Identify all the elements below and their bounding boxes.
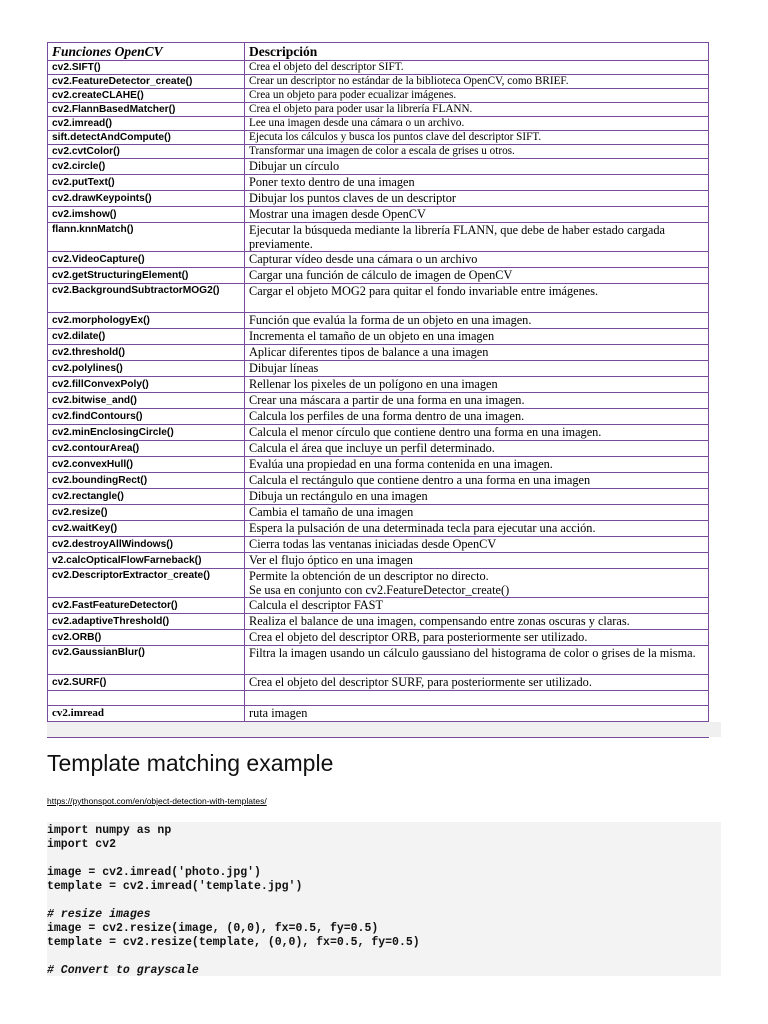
description-cell: Cierra todas las ventanas iniciadas desde OpenCV [245, 537, 709, 553]
table-row [48, 505, 709, 521]
function-cell: cv2.waitKey() [48, 521, 245, 537]
table-row [48, 409, 709, 425]
function-cell: flann.knnMatch() [48, 223, 245, 252]
description-cell: Calcula los perfiles de una forma dentro de una imagen. [245, 409, 709, 425]
table-row [48, 473, 709, 489]
table-row [48, 329, 709, 345]
description-cell: Filtra la imagen usando un cálculo gaussiano del histograma de color o grises de la misma. [245, 646, 709, 675]
description-cell: Poner texto dentro de una imagen [245, 175, 709, 191]
function-cell: cv2.destroyAllWindows() [48, 537, 245, 553]
function-cell: sift.detectAndCompute() [48, 131, 245, 145]
table-row [48, 284, 709, 313]
description-cell: Realiza el balance de una imagen, compensando entre zonas oscuras y claras. [245, 614, 709, 630]
description-cell: Crea un objeto para poder ecualizar imágenes. [245, 89, 709, 103]
table-row [48, 489, 709, 505]
table-row [48, 457, 709, 473]
function-cell: cv2.FlannBasedMatcher() [48, 103, 245, 117]
function-cell: cv2.SIFT() [48, 61, 245, 75]
code-comment: # Convert to grayscale [47, 964, 199, 976]
description-cell: Espera la pulsación de una determinada tecla para ejecutar una acción. [245, 521, 709, 537]
function-cell: cv2.findContours() [48, 409, 245, 425]
description-cell: Dibuja un rectángulo en una imagen [245, 489, 709, 505]
table-row [48, 252, 709, 268]
description-cell: Incrementa el tamaño de un objeto en una imagen [245, 329, 709, 345]
description-cell: Dibujar los puntos claves de un descriptor [245, 191, 709, 207]
source-link[interactable]: https://pythonspot.com/en/object-detection-with-templates/ [47, 796, 267, 806]
function-cell: cv2.FeatureDetector_create() [48, 75, 245, 89]
table-row [48, 425, 709, 441]
description-cell: Calcula el menor círculo que contiene dentro una forma en una imagen. [245, 425, 709, 441]
function-cell: cv2.threshold() [48, 345, 245, 361]
function-cell: cv2.ORB() [48, 630, 245, 646]
description-cell: Dibujar un círculo [245, 159, 709, 175]
table-row [48, 313, 709, 329]
description-line: Se usa en conjunto con cv2.FeatureDetector_create() [249, 583, 510, 597]
table-row [48, 345, 709, 361]
description-cell: Dibujar líneas [245, 361, 709, 377]
description-cell: Crea el objeto del descriptor SIFT. [245, 61, 709, 75]
function-cell: cv2.putText() [48, 175, 245, 191]
code-line: template = cv2.imread('template.jpg') [47, 880, 303, 893]
opencv-functions-table [47, 42, 709, 738]
table-row [48, 569, 709, 598]
description-cell: Calcula el área que incluye un perfil determinado. [245, 441, 709, 457]
description-cell: ruta imagen [245, 706, 709, 722]
function-cell: cv2.FastFeatureDetector() [48, 598, 245, 614]
function-cell: cv2.cvtColor() [48, 145, 245, 159]
function-cell: cv2.imread [48, 706, 245, 722]
empty-cell [245, 691, 709, 706]
function-cell: cv2.rectangle() [48, 489, 245, 505]
table-row [48, 268, 709, 284]
function-cell: cv2.SURF() [48, 675, 245, 691]
description-cell: Calcula el descriptor FAST [245, 598, 709, 614]
description-cell: Evalúa una propiedad en una forma contenida en una imagen. [245, 457, 709, 473]
function-cell: cv2.minEnclosingCircle() [48, 425, 245, 441]
table-row [48, 175, 709, 191]
description-cell: Cargar una función de cálculo de imagen de OpenCV [245, 268, 709, 284]
table-row [48, 441, 709, 457]
description-cell: Rellenar los pixeles de un polígono en una imagen [245, 377, 709, 393]
table-row [48, 75, 709, 89]
description-cell: Transformar una imagen de color a escala de grises u otros. [245, 145, 709, 159]
table-header-row [48, 43, 709, 61]
function-cell: cv2.BackgroundSubtractorMOG2() [48, 284, 245, 313]
function-cell: cv2.getStructuringElement() [48, 268, 245, 284]
description-cell: Capturar vídeo desde una cámara o un archivo [245, 252, 709, 268]
table-row [48, 117, 709, 131]
description-cell: Crear un descriptor no estándar de la biblioteca OpenCV, como BRIEF. [245, 75, 709, 89]
table-row [48, 598, 709, 614]
function-cell: cv2.fillConvexPoly() [48, 377, 245, 393]
table-row [48, 159, 709, 175]
code-block [47, 822, 721, 976]
description-cell: Función que evalúa la forma de un objeto en una imagen. [245, 313, 709, 329]
code-line: image = cv2.resize(image, (0,0), fx=0.5, fy=0.5) [47, 922, 379, 935]
code-line: import numpy as np [47, 824, 172, 837]
table-row [48, 191, 709, 207]
description-cell: Lee una imagen desde una cámara o un archivo. [245, 117, 709, 131]
table-row [48, 207, 709, 223]
table-row [48, 553, 709, 569]
code-line: template = cv2.resize(template, (0,0), fx=0.5, fy=0.5) [47, 936, 420, 949]
description-cell: Crea el objeto para poder usar la librería FLANN. [245, 103, 709, 117]
table-row [48, 393, 709, 409]
description-cell: Mostrar una imagen desde OpenCV [245, 207, 709, 223]
description-cell: Crea el objeto del descriptor ORB, para posteriormente ser utilizado. [245, 630, 709, 646]
section-title: Template matching example [47, 750, 334, 776]
empty-cell [48, 691, 245, 706]
description-cell: Ver el flujo óptico en una imagen [245, 553, 709, 569]
table-row [48, 675, 709, 691]
header-functions: Funciones OpenCV [48, 43, 245, 61]
description-cell: Ejecutar la búsqueda mediante la librería FLANN, que debe de haber estado cargada previamente. [245, 223, 709, 252]
code-comment: # resize images [47, 908, 151, 921]
function-cell: cv2.drawKeypoints() [48, 191, 245, 207]
table-row [48, 145, 709, 159]
function-cell: cv2.polylines() [48, 361, 245, 377]
table-row [48, 537, 709, 553]
description-cell: Cambia el tamaño de una imagen [245, 505, 709, 521]
function-cell: cv2.resize() [48, 505, 245, 521]
function-cell: cv2.VideoCapture() [48, 252, 245, 268]
function-cell: cv2.bitwise_and() [48, 393, 245, 409]
function-cell: cv2.imshow() [48, 207, 245, 223]
table-bottom-strip [47, 722, 721, 737]
function-cell: v2.calcOpticalFlowFarneback() [48, 553, 245, 569]
function-cell: cv2.boundingRect() [48, 473, 245, 489]
description-line: Permite la obtención de un descriptor no directo. [249, 569, 489, 583]
table-row [48, 521, 709, 537]
function-cell: cv2.imread() [48, 117, 245, 131]
description-cell: Cargar el objeto MOG2 para quitar el fondo invariable entre imágenes. [245, 284, 709, 313]
table-row [48, 646, 709, 675]
function-cell: cv2.morphologyEx() [48, 313, 245, 329]
table-row [48, 103, 709, 117]
table-row [48, 223, 709, 252]
description-cell [245, 569, 709, 598]
table-row [48, 630, 709, 646]
description-cell: Crear una máscara a partir de una forma en una imagen. [245, 393, 709, 409]
table-row [48, 361, 709, 377]
description-cell: Calcula el rectángulo que contiene dentro a una forma en una imagen [245, 473, 709, 489]
table-row [48, 61, 709, 75]
function-cell: cv2.circle() [48, 159, 245, 175]
code-line: image = cv2.imread('photo.jpg') [47, 866, 261, 879]
table-row [48, 377, 709, 393]
function-cell: cv2.adaptiveThreshold() [48, 614, 245, 630]
table-row [48, 614, 709, 630]
description-cell: Aplicar diferentes tipos de balance a una imagen [245, 345, 709, 361]
header-description: Descripción [245, 43, 709, 61]
function-cell: cv2.dilate() [48, 329, 245, 345]
table-row [48, 706, 709, 722]
function-cell: cv2.createCLAHE() [48, 89, 245, 103]
function-cell: cv2.GaussianBlur() [48, 646, 245, 675]
table-row [48, 131, 709, 145]
code-line: import cv2 [47, 838, 117, 851]
empty-row [48, 691, 709, 706]
table-row [48, 89, 709, 103]
function-cell: cv2.contourArea() [48, 441, 245, 457]
description-cell: Ejecuta los cálculos y busca los puntos clave del descriptor SIFT. [245, 131, 709, 145]
function-cell: cv2.DescriptorExtractor_create() [48, 569, 245, 598]
description-cell: Crea el objeto del descriptor SURF, para posteriormente ser utilizado. [245, 675, 709, 691]
function-cell: cv2.convexHull() [48, 457, 245, 473]
